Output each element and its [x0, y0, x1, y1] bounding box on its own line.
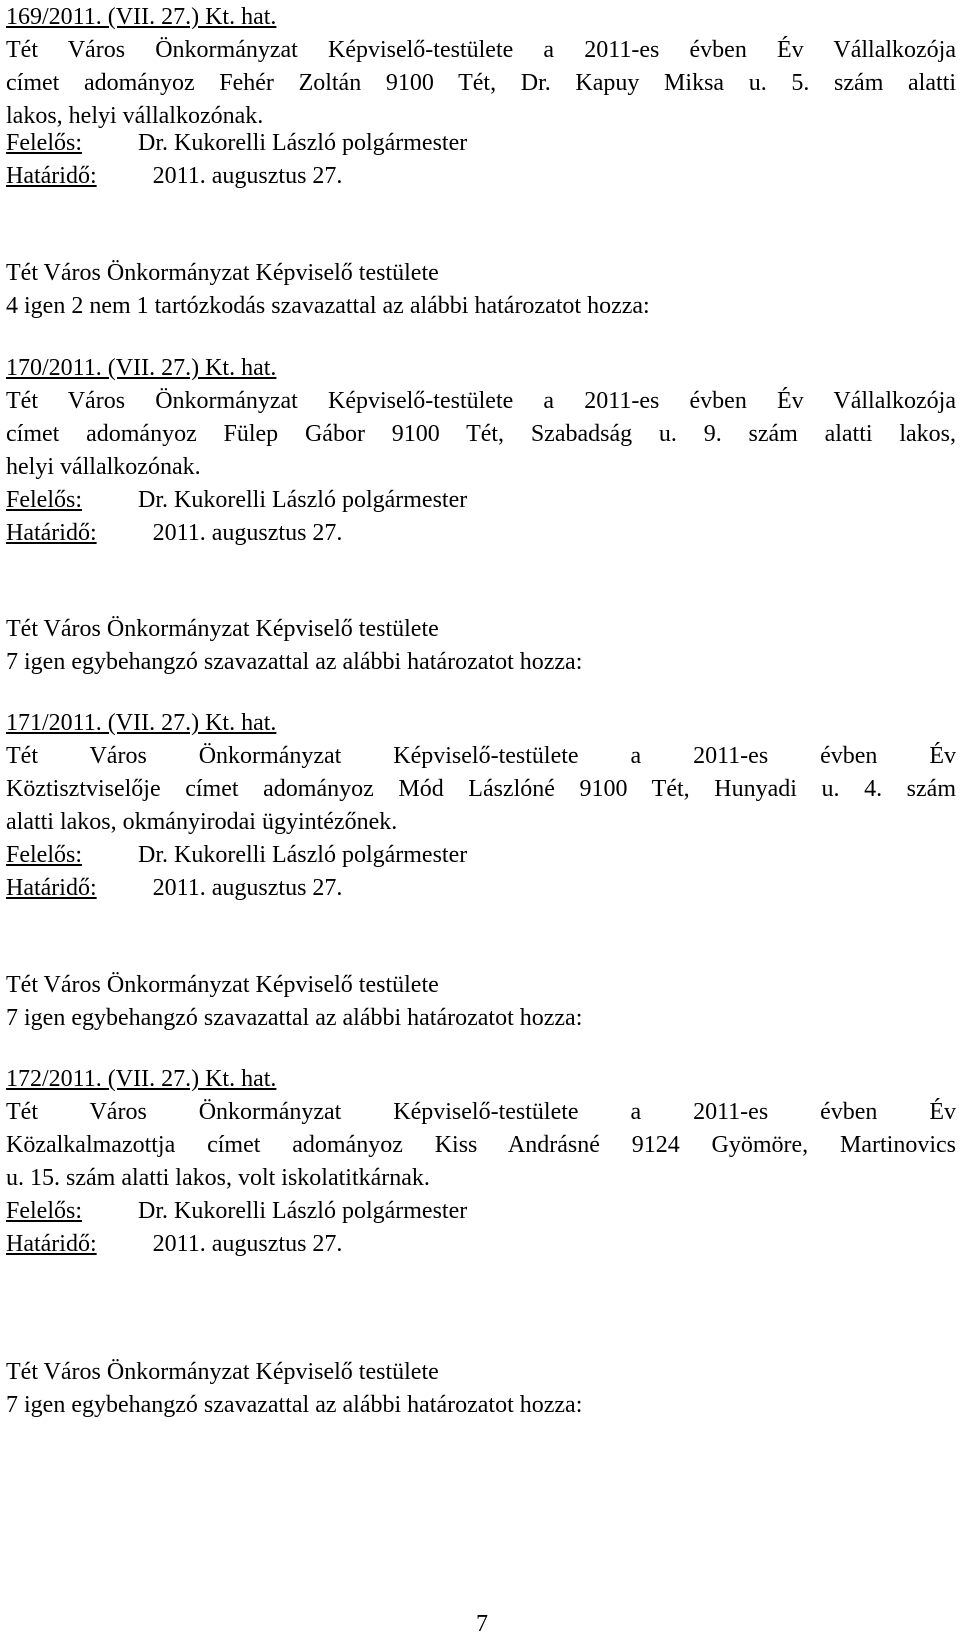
- deadline-row: [6, 518, 342, 548]
- deadline-value: 2011. augusztus 27.: [152, 1231, 343, 1257]
- resolution-number: 170/2011. (VII. 27.) Kt. hat.: [6, 355, 277, 381]
- deadline-row: [6, 161, 342, 191]
- vote-body: Tét Város Önkormányzat Képviselő testülete: [6, 260, 439, 286]
- resolution-number: 169/2011. (VII. 27.) Kt. hat.: [6, 4, 277, 30]
- deadline-label: Határidő:: [6, 520, 97, 546]
- deadline-row: [6, 1229, 342, 1259]
- document-page: [6, 0, 958, 1643]
- deadline-label: Határidő:: [6, 875, 97, 901]
- responsible-label: Felelős:: [6, 130, 82, 156]
- deadline-value: 2011. augusztus 27.: [152, 163, 343, 189]
- resolution-text-line: alatti lakos, okmányirodai ügyintézőnek.: [6, 809, 398, 835]
- resolution-text-line: Közalkalmazottja címet adományoz Kiss Andrásné 9124 Gyömöre, Martinovics: [6, 1132, 956, 1158]
- responsible-value: Dr. Kukorelli László polgármester: [138, 1198, 468, 1224]
- resolution-number: 171/2011. (VII. 27.) Kt. hat.: [6, 710, 277, 736]
- vote-body: Tét Város Önkormányzat Képviselő testülete: [6, 616, 439, 642]
- deadline-label: Határidő:: [6, 163, 97, 189]
- responsible-label: Felelős:: [6, 487, 82, 513]
- responsible-row: [6, 128, 467, 158]
- resolution-text-line: címet adományoz Fülep Gábor 9100 Tét, Szabadság u. 9. szám alatti lakos,: [6, 421, 956, 447]
- resolution-text-line: Tét Város Önkormányzat Képviselő-testülete a 2011-es évben Év: [6, 743, 956, 769]
- responsible-row: [6, 1196, 467, 1226]
- responsible-value: Dr. Kukorelli László polgármester: [138, 487, 468, 513]
- resolution-text-line: helyi vállalkozónak.: [6, 454, 201, 480]
- responsible-row: [6, 485, 467, 515]
- vote-line: 7 igen egybehangzó szavazattal az alábbi határozatot hozza:: [6, 1392, 583, 1418]
- resolution-number: 172/2011. (VII. 27.) Kt. hat.: [6, 1066, 277, 1092]
- deadline-value: 2011. augusztus 27.: [152, 875, 343, 901]
- responsible-row: [6, 840, 467, 870]
- responsible-value: Dr. Kukorelli László polgármester: [138, 130, 468, 156]
- vote-body: Tét Város Önkormányzat Képviselő testülete: [6, 1359, 439, 1385]
- vote-line: 7 igen egybehangzó szavazattal az alábbi határozatot hozza:: [6, 1005, 583, 1031]
- vote-line: 7 igen egybehangzó szavazattal az alábbi határozatot hozza:: [6, 649, 583, 675]
- vote-line: 4 igen 2 nem 1 tartózkodás szavazattal az alábbi határozatot hozza:: [6, 293, 650, 319]
- resolution-text-line: u. 15. szám alatti lakos, volt iskolatitkárnak.: [6, 1165, 430, 1191]
- responsible-label: Felelős:: [6, 1198, 82, 1224]
- resolution-text-line: címet adományoz Fehér Zoltán 9100 Tét, Dr. Kapuy Miksa u. 5. szám alatti: [6, 70, 956, 96]
- deadline-value: 2011. augusztus 27.: [152, 520, 343, 546]
- responsible-value: Dr. Kukorelli László polgármester: [138, 842, 468, 868]
- page-number: 7: [476, 1611, 488, 1637]
- deadline-label: Határidő:: [6, 1231, 97, 1257]
- resolution-text-line: Köztisztviselője címet adományoz Mód Lászlóné 9100 Tét, Hunyadi u. 4. szám: [6, 776, 956, 802]
- resolution-text-line: Tét Város Önkormányzat Képviselő-testülete a 2011-es évben Év: [6, 1099, 956, 1125]
- resolution-text-line: Tét Város Önkormányzat Képviselő-testülete a 2011-es évben Év Vállalkozója: [6, 37, 956, 63]
- responsible-label: Felelős:: [6, 842, 82, 868]
- resolution-text-line: Tét Város Önkormányzat Képviselő-testülete a 2011-es évben Év Vállalkozója: [6, 388, 956, 414]
- vote-body: Tét Város Önkormányzat Képviselő testülete: [6, 972, 439, 998]
- resolution-text-line: lakos, helyi vállalkozónak.: [6, 103, 264, 129]
- deadline-row: [6, 873, 342, 903]
